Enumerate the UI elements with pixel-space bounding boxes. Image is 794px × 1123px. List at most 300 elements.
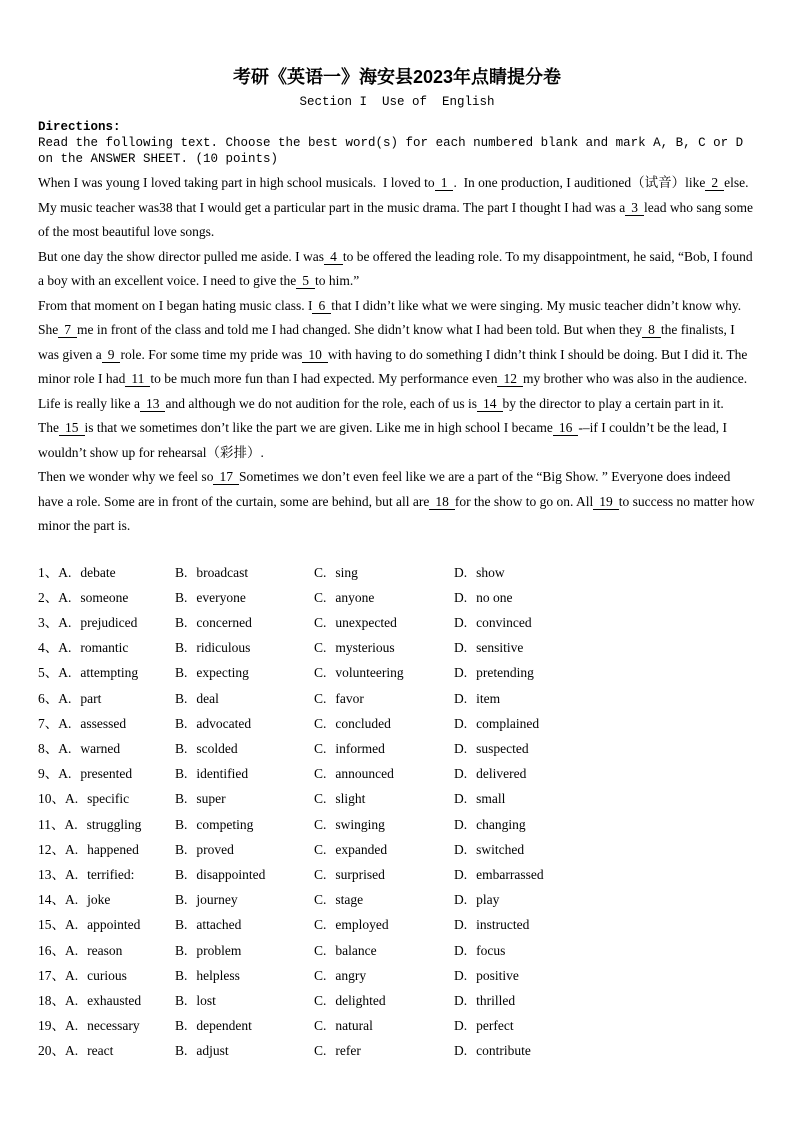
option-text: small	[476, 791, 506, 807]
option-letter: C.	[314, 942, 327, 958]
directions-text: Read the following text. Choose the best word(s) for each numbered blank and mark A, B, C or D on the ANSWER SHEET. (10 points)	[38, 136, 751, 166]
question-17-option-b	[175, 963, 314, 988]
option-letter: C.	[314, 614, 327, 630]
option-letter: D.	[454, 614, 468, 630]
question-number: 7、	[38, 715, 59, 731]
option-letter: A.	[65, 791, 79, 807]
cloze-blank-3: 3	[625, 200, 644, 216]
question-3-option-c	[314, 610, 454, 635]
option-letter: C.	[314, 917, 327, 933]
option-letter: A.	[65, 967, 79, 983]
option-letter: D.	[454, 690, 468, 706]
passage-paragraph-3: From that moment on I began hating music class. I 6 that I didn’t like what we were singing. My music teacher didn’t know why. She 7 me in front of the class and told me I had changed. She didn’t know what I had been told. But when they 8 the finalists, I was given a 9 role. For some time my pride was 10 with having to do something I didn’t think I should be doing. But I did it. The minor role I had 11 to be much more fun than I had expected. My performance even 12 my brother who was also in the audience.	[38, 297, 751, 386]
question-8-option-b	[175, 736, 314, 761]
option-letter: A.	[58, 766, 72, 782]
question-8-option-c	[314, 736, 454, 761]
question-10-option-b	[175, 786, 314, 811]
option-letter: B.	[175, 715, 188, 731]
option-letter: D.	[454, 942, 468, 958]
option-letter: B.	[175, 564, 188, 580]
option-letter: D.	[454, 1018, 468, 1034]
question-row-14	[38, 887, 756, 912]
option-text: show	[476, 564, 505, 580]
option-letter: A.	[58, 564, 72, 580]
question-number: 11、	[38, 816, 65, 832]
question-9-option-a	[38, 761, 175, 786]
option-letter: B.	[175, 917, 188, 933]
option-text: assessed	[80, 715, 127, 731]
option-text: attached	[196, 917, 242, 933]
question-14-option-b	[175, 887, 314, 912]
option-text: joke	[87, 892, 111, 908]
option-letter: D.	[454, 866, 468, 882]
option-letter: D.	[454, 791, 468, 807]
option-text: stage	[335, 892, 364, 908]
option-text: proved	[196, 841, 234, 857]
cloze-blank-13: 13	[140, 396, 166, 412]
option-text: surprised	[335, 866, 385, 882]
question-18-option-a	[38, 988, 175, 1013]
question-2-option-a	[38, 585, 175, 610]
option-letter: C.	[314, 715, 327, 731]
question-number: 19、	[38, 1018, 65, 1034]
option-text: focus	[476, 942, 506, 958]
question-11-option-c	[314, 812, 454, 837]
option-text: struggling	[86, 816, 142, 832]
question-row-3	[38, 610, 756, 635]
question-7-option-a	[38, 711, 175, 736]
option-letter: C.	[314, 1018, 327, 1034]
option-text: thrilled	[476, 992, 516, 1008]
option-text: presented	[80, 766, 133, 782]
question-row-5	[38, 660, 756, 685]
option-letter: A.	[65, 1018, 79, 1034]
question-10-option-c	[314, 786, 454, 811]
question-14-option-c	[314, 887, 454, 912]
option-text: concluded	[335, 715, 391, 731]
passage-paragraph-5: Then we wonder why we feel so 17 Sometimes we don’t even feel like we are a part of the “Big Show. ” Everyone does indeed have a role. Some are in front of the curtain, some are behind, but all are 18 for the show to go on. All 19 to success no matter how minor the part is.	[38, 469, 758, 533]
option-letter: B.	[175, 614, 188, 630]
option-letter: A.	[58, 614, 72, 630]
option-text: employed	[335, 917, 389, 933]
option-letter: A.	[65, 917, 79, 933]
option-letter: D.	[454, 665, 468, 681]
option-letter: A.	[65, 992, 79, 1008]
option-text: adjust	[196, 1043, 229, 1059]
question-20-option-d	[454, 1038, 756, 1063]
question-row-11	[38, 812, 756, 837]
option-letter: A.	[58, 740, 72, 756]
question-16-option-d	[454, 938, 756, 963]
cloze-blank-12: 12	[497, 371, 523, 387]
option-text: scolded	[196, 740, 238, 756]
cloze-blank-10: 10	[302, 347, 328, 363]
option-text: convinced	[476, 614, 532, 630]
option-text: delighted	[335, 992, 386, 1008]
question-8-option-a	[38, 736, 175, 761]
question-number: 14、	[38, 892, 65, 908]
option-text: embarrassed	[476, 866, 544, 882]
option-letter: C.	[314, 866, 327, 882]
question-number: 10、	[38, 791, 65, 807]
option-text: disappointed	[196, 866, 266, 882]
option-text: everyone	[196, 589, 246, 605]
question-number: 9、	[38, 766, 59, 782]
question-16-option-b	[175, 938, 314, 963]
question-number: 1、	[38, 564, 59, 580]
option-letter: A.	[64, 816, 78, 832]
option-letter: A.	[65, 866, 79, 882]
question-row-18	[38, 988, 756, 1013]
question-row-4	[38, 635, 756, 660]
option-letter: B.	[175, 589, 188, 605]
cloze-blank-9: 9	[102, 347, 121, 363]
option-text: positive	[476, 967, 519, 983]
question-4-option-c	[314, 635, 454, 660]
question-row-6	[38, 686, 756, 711]
cloze-blank-2: 2	[705, 175, 724, 191]
question-15-option-b	[175, 912, 314, 937]
question-11-option-a	[38, 812, 175, 837]
question-10-option-a	[38, 786, 175, 811]
option-text: romantic	[80, 640, 129, 656]
option-letter: C.	[314, 841, 327, 857]
option-text: happened	[87, 841, 139, 857]
option-letter: C.	[314, 1043, 327, 1059]
option-letter: D.	[454, 740, 468, 756]
question-7-option-b	[175, 711, 314, 736]
option-letter: A.	[58, 690, 72, 706]
question-row-1	[38, 560, 756, 585]
option-text: mysterious	[335, 640, 395, 656]
page-title: 考研《英语一》海安县2023年点睛提分卷	[232, 67, 562, 87]
option-text: refer	[335, 1043, 361, 1059]
option-text: debate	[80, 564, 116, 580]
question-16-option-c	[314, 938, 454, 963]
option-text: reason	[87, 942, 123, 958]
question-19-option-c	[314, 1013, 454, 1038]
passage-paragraph-2: But one day the show director pulled me aside. I was 4 to be offered the leading role. To my disappointment, he said, “Bob, I found a boy with an excellent voice. I need to give the 5 to him.”	[38, 248, 757, 288]
question-16-option-a	[38, 938, 175, 963]
question-10-option-d	[454, 786, 756, 811]
question-5-option-d	[454, 660, 756, 685]
question-11-option-b	[175, 812, 314, 837]
option-text: announced	[335, 766, 394, 782]
question-7-option-c	[314, 711, 454, 736]
question-row-2	[38, 585, 756, 610]
question-1-option-a	[38, 560, 175, 585]
option-letter: D.	[454, 715, 468, 731]
option-text: dependent	[196, 1018, 252, 1034]
question-15-option-a	[38, 912, 175, 937]
option-letter: B.	[175, 992, 188, 1008]
question-17-option-a	[38, 963, 175, 988]
option-text: concerned	[196, 614, 252, 630]
option-letter: D.	[454, 1043, 468, 1059]
option-text: slight	[335, 791, 366, 807]
option-text: someone	[80, 589, 129, 605]
option-letter: B.	[175, 640, 188, 656]
option-text: expecting	[196, 665, 249, 681]
option-letter: C.	[314, 690, 327, 706]
option-letter: A.	[65, 1043, 79, 1059]
question-number: 12、	[38, 841, 65, 857]
cloze-blank-16: 16	[553, 420, 579, 436]
option-text: informed	[335, 740, 385, 756]
option-text: lost	[196, 992, 216, 1008]
question-8-option-d	[454, 736, 756, 761]
option-text: journey	[196, 892, 238, 908]
question-list	[38, 560, 756, 1064]
cloze-blank-14: 14	[477, 396, 503, 412]
option-letter: D.	[454, 967, 468, 983]
option-letter: C.	[314, 816, 327, 832]
question-1-option-d	[454, 560, 756, 585]
question-12-option-c	[314, 837, 454, 862]
option-text: part	[80, 690, 102, 706]
question-row-19	[38, 1013, 756, 1038]
cloze-blank-8: 8	[642, 322, 661, 338]
option-text: play	[476, 892, 500, 908]
option-text: anyone	[335, 589, 375, 605]
option-letter: C.	[314, 892, 327, 908]
question-12-option-b	[175, 837, 314, 862]
question-number: 18、	[38, 992, 65, 1008]
question-15-option-c	[314, 912, 454, 937]
option-letter: A.	[58, 665, 72, 681]
option-letter: C.	[314, 791, 327, 807]
question-4-option-d	[454, 635, 756, 660]
question-row-8	[38, 736, 756, 761]
question-2-option-d	[454, 585, 756, 610]
question-number: 16、	[38, 942, 65, 958]
option-letter: B.	[175, 665, 188, 681]
option-letter: C.	[314, 992, 327, 1008]
cloze-blank-19: 19	[593, 494, 619, 510]
option-text: sensitive	[476, 640, 524, 656]
option-letter: D.	[454, 640, 468, 656]
question-row-20	[38, 1038, 756, 1063]
question-6-option-c	[314, 686, 454, 711]
option-text: suspected	[476, 740, 529, 756]
question-19-option-b	[175, 1013, 314, 1038]
option-letter: C.	[314, 665, 327, 681]
option-letter: B.	[175, 690, 188, 706]
question-1-option-b	[175, 560, 314, 585]
question-3-option-d	[454, 610, 756, 635]
cloze-blank-18: 18	[429, 494, 455, 510]
question-17-option-d	[454, 963, 756, 988]
question-2-option-c	[314, 585, 454, 610]
option-text: attempting	[80, 665, 139, 681]
option-text: broadcast	[196, 564, 249, 580]
cloze-passage	[38, 171, 756, 539]
option-letter: B.	[175, 841, 188, 857]
question-9-option-b	[175, 761, 314, 786]
option-text: appointed	[87, 917, 141, 933]
option-letter: D.	[454, 841, 468, 857]
option-text: switched	[476, 841, 525, 857]
option-letter: A.	[65, 841, 79, 857]
question-2-option-b	[175, 585, 314, 610]
question-number: 15、	[38, 917, 65, 933]
question-12-option-a	[38, 837, 175, 862]
question-14-option-a	[38, 887, 175, 912]
cloze-blank-15: 15	[59, 420, 85, 436]
cloze-blank-4: 4	[324, 249, 343, 265]
question-4-option-a	[38, 635, 175, 660]
cloze-blank-1: 1	[435, 175, 454, 191]
question-number: 17、	[38, 967, 65, 983]
directions-block	[38, 119, 756, 167]
cloze-blank-11: 11	[125, 371, 150, 387]
option-letter: C.	[314, 564, 327, 580]
question-6-option-a	[38, 686, 175, 711]
option-text: volunteering	[335, 665, 404, 681]
option-text: specific	[87, 791, 130, 807]
question-3-option-a	[38, 610, 175, 635]
option-letter: D.	[454, 766, 468, 782]
option-letter: D.	[454, 589, 468, 605]
question-14-option-d	[454, 887, 756, 912]
question-18-option-b	[175, 988, 314, 1013]
option-text: identified	[196, 766, 249, 782]
option-text: problem	[196, 942, 242, 958]
question-row-13	[38, 862, 756, 887]
question-number: 8、	[38, 740, 59, 756]
option-letter: B.	[175, 866, 188, 882]
question-20-option-c	[314, 1038, 454, 1063]
option-text: expanded	[335, 841, 388, 857]
option-letter: C.	[314, 967, 327, 983]
option-letter: D.	[454, 816, 468, 832]
option-text: balance	[335, 942, 377, 958]
option-text: unexpected	[335, 614, 397, 630]
question-row-12	[38, 837, 756, 862]
question-row-16	[38, 938, 756, 963]
option-text: competing	[196, 816, 254, 832]
option-letter: B.	[175, 942, 188, 958]
question-18-option-c	[314, 988, 454, 1013]
question-3-option-b	[175, 610, 314, 635]
passage-paragraph-4: Life is really like a 13 and although we do not audition for the role, each of us is 14 by the director to play a certain part in it. The 15 is that we sometimes don’t like the part we are given. Like me in high school I became 16 -–if I couldn’t be the lead, I wouldn’t show up for rehearsal（彩排）.	[38, 395, 731, 460]
question-9-option-c	[314, 761, 454, 786]
cloze-blank-5: 5	[296, 273, 315, 289]
option-text: exhausted	[87, 992, 142, 1008]
question-number: 13、	[38, 866, 65, 882]
option-letter: C.	[314, 740, 327, 756]
option-text: curious	[87, 967, 127, 983]
question-number: 2、	[38, 589, 59, 605]
cloze-blank-6: 6	[312, 298, 331, 314]
question-9-option-d	[454, 761, 756, 786]
question-13-option-c	[314, 862, 454, 887]
option-text: favor	[335, 690, 364, 706]
question-row-7	[38, 711, 756, 736]
option-letter: A.	[58, 589, 72, 605]
option-text: react	[87, 1043, 114, 1059]
option-letter: A.	[65, 942, 79, 958]
option-letter: B.	[175, 967, 188, 983]
question-number: 4、	[38, 640, 59, 656]
option-text: complained	[476, 715, 540, 731]
option-letter: D.	[454, 992, 468, 1008]
question-13-option-b	[175, 862, 314, 887]
option-letter: B.	[175, 1043, 188, 1059]
question-15-option-d	[454, 912, 756, 937]
option-text: terrified:	[87, 866, 135, 882]
question-7-option-d	[454, 711, 756, 736]
option-text: delivered	[476, 766, 527, 782]
option-letter: B.	[175, 766, 188, 782]
question-number: 3、	[38, 614, 59, 630]
question-19-option-a	[38, 1013, 175, 1038]
question-number: 5、	[38, 665, 59, 681]
option-text: super	[196, 791, 226, 807]
question-row-15	[38, 912, 756, 937]
option-text: item	[476, 690, 501, 706]
option-text: changing	[476, 816, 526, 832]
option-letter: D.	[454, 564, 468, 580]
question-18-option-d	[454, 988, 756, 1013]
option-text: pretending	[476, 665, 534, 681]
option-letter: A.	[58, 640, 72, 656]
question-number: 20、	[38, 1043, 65, 1059]
question-5-option-a	[38, 660, 175, 685]
option-text: sing	[335, 564, 358, 580]
option-text: perfect	[476, 1018, 514, 1034]
option-letter: B.	[175, 816, 188, 832]
option-letter: C.	[314, 766, 327, 782]
option-text: prejudiced	[80, 614, 138, 630]
option-letter: B.	[175, 1018, 188, 1034]
option-text: helpless	[196, 967, 240, 983]
option-letter: B.	[175, 791, 188, 807]
question-5-option-b	[175, 660, 314, 685]
question-13-option-d	[454, 862, 756, 887]
question-row-10	[38, 786, 756, 811]
option-letter: B.	[175, 892, 188, 908]
question-row-17	[38, 963, 756, 988]
option-letter: D.	[454, 917, 468, 933]
option-letter: A.	[65, 892, 79, 908]
option-text: instructed	[476, 917, 530, 933]
option-text: angry	[335, 967, 367, 983]
question-row-9	[38, 761, 756, 786]
question-12-option-d	[454, 837, 756, 862]
question-6-option-d	[454, 686, 756, 711]
option-letter: D.	[454, 892, 468, 908]
option-text: advocated	[196, 715, 252, 731]
question-13-option-a	[38, 862, 175, 887]
option-text: swinging	[335, 816, 385, 832]
option-letter: A.	[58, 715, 72, 731]
option-text: deal	[196, 690, 219, 706]
option-text: natural	[335, 1018, 373, 1034]
question-number: 6、	[38, 690, 59, 706]
passage-paragraph-1: When I was young I loved taking part in high school musicals. I loved to 1 . In one production, I auditioned（试音）like 2 else. My music teacher was38 that I would get a particular part in the music drama. The part I thought I had was a 3 lead who sang some of the most beautiful love songs.	[38, 175, 757, 239]
question-20-option-a	[38, 1038, 175, 1063]
question-4-option-b	[175, 635, 314, 660]
question-19-option-d	[454, 1013, 756, 1038]
question-1-option-c	[314, 560, 454, 585]
question-6-option-b	[175, 686, 314, 711]
option-text: no one	[476, 589, 513, 605]
option-letter: C.	[314, 640, 327, 656]
question-5-option-c	[314, 660, 454, 685]
directions-label: Directions:	[38, 120, 121, 134]
question-17-option-c	[314, 963, 454, 988]
